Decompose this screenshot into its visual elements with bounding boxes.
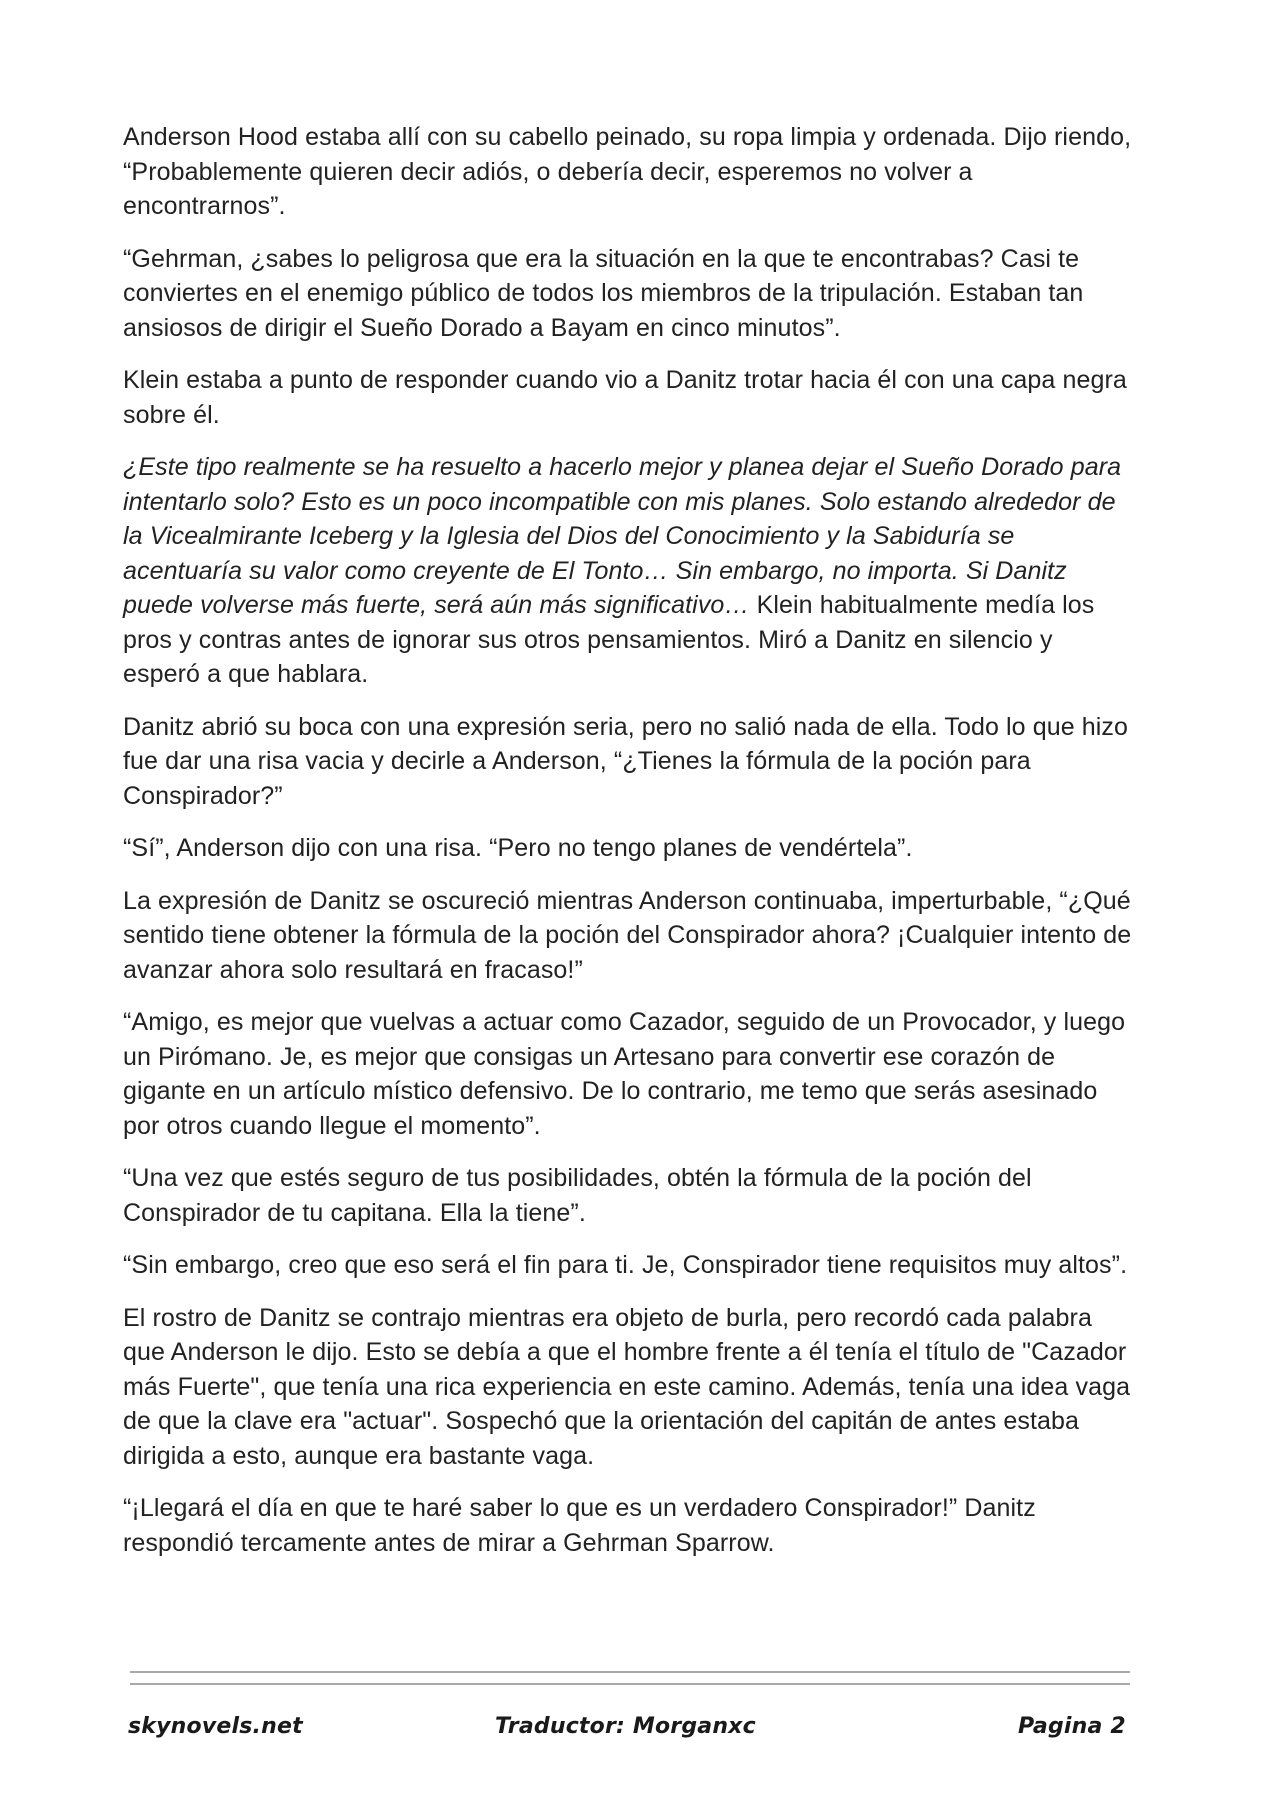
paragraph-6: “Sí”, Anderson dijo con una risa. “Pero no tengo planes de vendértela”. bbox=[123, 834, 913, 862]
paragraph-10: “Sin embargo, creo que eso será el fin para ti. Je, Conspirador tiene requisitos muy altos”. bbox=[123, 1251, 1128, 1279]
paragraph-4: ¿Este tipo realmente se ha resuelto a hacerlo mejor y planea dejar el Sueño Dorado para intentarlo solo? Esto es un poco incompatible con mis planes. Solo estando alrededor de la Vicealmirante Iceberg y la Iglesia del Dios del Conocimiento y la Sabiduría se acentuaría su valor como creyente de El Tonto… Sin embargo, no importa. Si Danitz puede volverse más fuerte, será aún más significativo… Klein habitualmente medía los pros y contras antes de ignorar sus otros pensamientos. Miró a Danitz en silencio y esperó a que hablara. bbox=[123, 453, 1122, 688]
footer-divider-bottom bbox=[130, 1683, 1130, 1685]
paragraph-5: Danitz abrió su boca con una expresión seria, pero no salió nada de ella. Todo lo que hizo fue dar una risa vacia y decirle a Anderson, “¿Tienes la fórmula de la poción para Conspirador?” bbox=[123, 712, 1129, 810]
footer-translator: Traductor: Morganxc bbox=[495, 1714, 756, 1739]
footer-page-number: Pagina 2 bbox=[1018, 1714, 1126, 1739]
paragraph-8: “Amigo, es mejor que vuelvas a actuar como Cazador, seguido de un Provocador, y luego un Pirómano. Je, es mejor que consigas un Artesano para convertir ese corazón de gigante en un artículo místico defensivo. De lo contrario, me temo que serás asesinado por otros cuando llegue el momento”. bbox=[123, 1008, 1126, 1140]
body-text bbox=[123, 120, 1133, 1578]
paragraph-2: “Gehrman, ¿sabes lo peligrosa que era la situación en la que te encontrabas? Casi te conviertes en el enemigo público de todos los miembros de la tripulación. Estaban tan ansiosos de dirigir el Sueño Dorado a Bayam en cinco minutos”. bbox=[123, 244, 1084, 342]
paragraph-3: Klein estaba a punto de responder cuando vio a Danitz trotar hacia él con una capa negra sobre él. bbox=[123, 366, 1127, 429]
paragraph-9: “Una vez que estés seguro de tus posibilidades, obtén la fórmula de la poción del Conspirador de tu capitana. Ella la tiene”. bbox=[123, 1164, 1032, 1227]
footer-site: skynovels.net bbox=[128, 1714, 303, 1739]
paragraph-11: El rostro de Danitz se contrajo mientras era objeto de burla, pero recordó cada palabra que Anderson le dijo. Esto se debía a que el hombre frente a él tenía el título de "Cazador más Fuerte", que tenía una rica experiencia en este camino. Además, tenía una idea vaga de que la clave era "actuar". Sospechó que la orientación del capitán de antes estaba dirigida a esto, aunque era bastante vaga. bbox=[123, 1303, 1131, 1470]
paragraph-1: Anderson Hood estaba allí con su cabello peinado, su ropa limpia y ordenada. Dijo riendo, “Probablemente quieren decir adiós, o debería decir, esperemos no volver a encontrarnos”. bbox=[123, 123, 1132, 220]
paragraph-7: La expresión de Danitz se oscureció mientras Anderson continuaba, imperturbable, “¿Qué sentido tiene obtener la fórmula de la poción del Conspirador ahora? ¡Cualquier intento de avanzar ahora solo resultará en fracaso!” bbox=[123, 886, 1132, 984]
paragraph-12: “¡Llegará el día en que te haré saber lo que es un verdadero Conspirador!” Danitz respondió tercamente antes de mirar a Gehrman Sparrow. bbox=[123, 1494, 1036, 1557]
footer-divider-top bbox=[130, 1671, 1130, 1673]
inner-thought: ¿Este tipo realmente se ha resuelto a hacerlo mejor y planea dejar el Sueño Dorado para intentarlo solo? Esto es un poco incompatible con mis planes. Solo estando alrededor de la Vicealmirante Iceberg y la Iglesia del Dios del Conocimiento y la Sabiduría se acentuaría su valor como creyente de El Tonto… Sin embargo, no importa. Si Danitz puede volverse más fuerte, será aún más significativo… bbox=[123, 453, 1122, 619]
